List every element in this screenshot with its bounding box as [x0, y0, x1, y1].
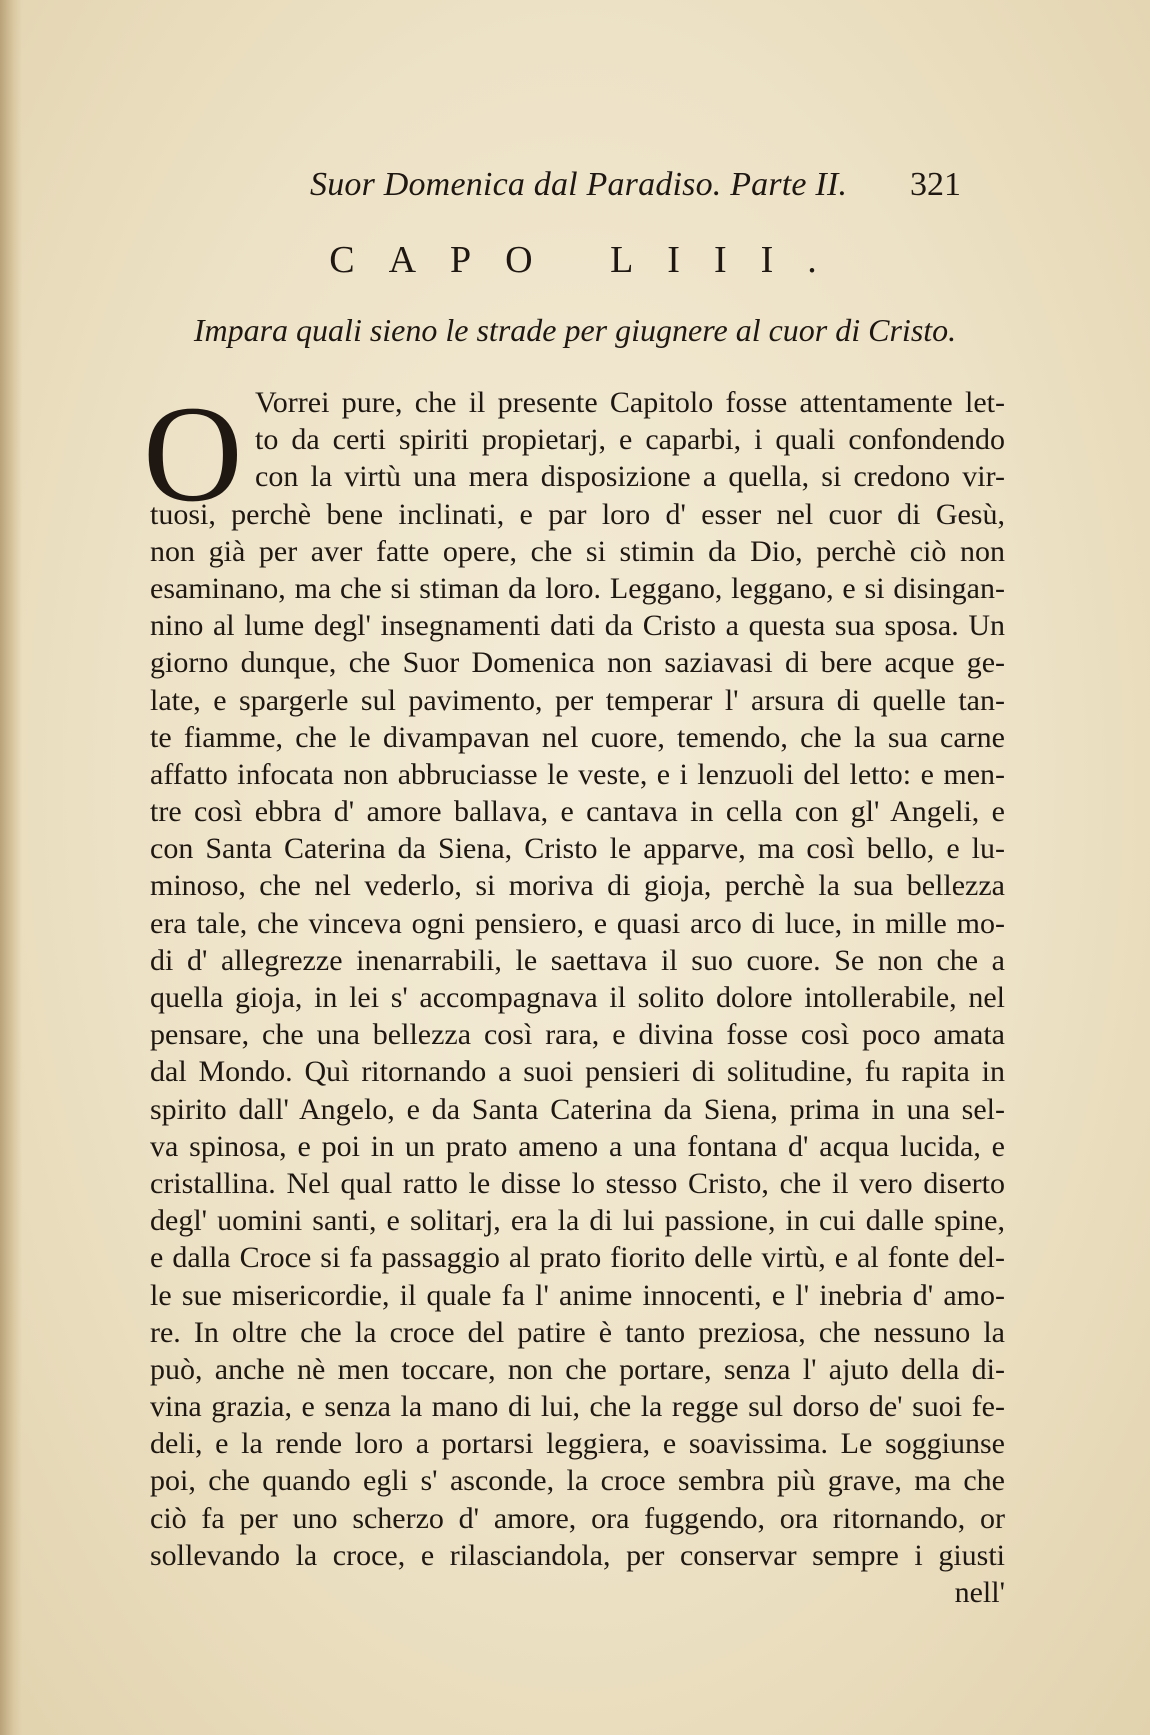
text-line: Vorrei pure, che il presente Capitolo fosse attentamente let-: [255, 386, 1005, 419]
text-line: può, anche nè men toccare, non che portare, senza l' ajuto della di-: [150, 1352, 1005, 1386]
text-line: non già per aver fatte opere, che si stimin da Dio, perchè ciò non: [150, 534, 1005, 568]
text-line: dal Mondo. Quì ritornando a suoi pensieri di solitudine, fu rapita in: [150, 1055, 1005, 1089]
text-line: va spinosa, e poi in un prato ameno a una fontana d' acqua lucida, e: [150, 1129, 1005, 1163]
text-line: con la virtù una mera disposizione a quella, si credono vir-: [255, 460, 1005, 494]
text-line: era tale, che vinceva ogni pensiero, e quasi arco di luce, in mille mo-: [150, 906, 1005, 940]
text-line: late, e spargerle sul pavimento, per temperar l' arsura di quelle tan-: [150, 683, 1005, 717]
running-title: Suor Domenica dal Paradiso. Parte II.: [310, 166, 848, 203]
text-line: te fiamme, che le divampavan nel cuore, temendo, che la sua carne: [150, 720, 1005, 754]
text-line: minoso, che nel vederlo, si moriva di gioja, perchè la sua bellezza: [150, 869, 1005, 903]
running-head: [310, 162, 1010, 212]
text-line: re. In oltre che la croce del patire è tanto preziosa, che nessuno la: [150, 1315, 1005, 1349]
text-line: quella gioja, in lei s' accompagnava il solito dolore intollerabile, nel: [150, 981, 1005, 1014]
text-line: nino al lume degl' insegnamenti dati da Cristo a questa sua sposa. Un: [150, 609, 1005, 643]
text-line: giorno dunque, che Suor Domenica non saziavasi di bere acque ge-: [150, 646, 1005, 680]
text-line: degl' uomini santi, e solitarj, era la di lui passione, in cui dalle spine,: [150, 1204, 1005, 1238]
catchword: nell': [954, 1576, 1005, 1609]
text-line: vina grazia, e senza la mano di lui, che la regge sul dorso de' suoi fe-: [150, 1390, 1005, 1424]
text-line: to da certi spiriti propietarj, e caparbi, i quali confondendo: [255, 423, 1005, 457]
text-line: pensare, che una bellezza così rara, e divina fosse così poco amata: [150, 1018, 1005, 1052]
text-line: con Santa Caterina da Siena, Cristo le apparve, ma così bello, e lu-: [150, 832, 1005, 866]
text-line: di d' allegrezze inenarrabili, le saettava il suo cuore. Se non che a: [150, 943, 1005, 977]
text-line: esaminano, ma che si stiman da loro. Leggano, leggano, e si disingan-: [150, 571, 1005, 605]
text-line: affatto infocata non abbruciasse le veste, e i lenzuoli del letto: e men-: [150, 757, 1005, 791]
text-line: ciò fa per uno scherzo d' amore, ora fuggendo, ora ritornando, or: [150, 1501, 1005, 1535]
page-number: 321: [910, 166, 961, 203]
text-line: deli, e la rende loro a portarsi leggiera, e soavissima. Le soggiunse: [150, 1427, 1005, 1461]
text-line: tuosi, perchè bene inclinati, e par loro d' esser nel cuor di Gesù,: [150, 497, 1005, 531]
text-line: sollevando la croce, e rilasciandola, per conservar sempre i giusti: [150, 1538, 1005, 1572]
text-line: spirito dall' Angelo, e da Santa Caterina da Siena, prima in una sel-: [150, 1092, 1005, 1126]
body-text: [150, 384, 1005, 1611]
text-line: e dalla Croce si fa passaggio al prato fiorito delle virtù, e al fonte del-: [150, 1241, 1005, 1275]
chapter-heading: CAPO LIII.: [329, 239, 851, 281]
text-line: cristallina. Nel qual ratto le disse lo stesso Cristo, che il vero diserto: [150, 1166, 1005, 1200]
text-line: le sue misericordie, il quale fa l' anime innocenti, e l' inebria d' amo-: [150, 1278, 1005, 1312]
drop-cap: O: [143, 377, 243, 530]
chapter-subtitle: Impara quali sieno le strade per giugnere al cuor di Cristo.: [193, 312, 957, 348]
text-line: poi, che quando egli s' asconde, la croce sembra più grave, ma che: [150, 1464, 1005, 1498]
text-line: tre così ebbra d' amore ballava, e cantava in cella con gl' Angeli, e: [150, 795, 1005, 829]
